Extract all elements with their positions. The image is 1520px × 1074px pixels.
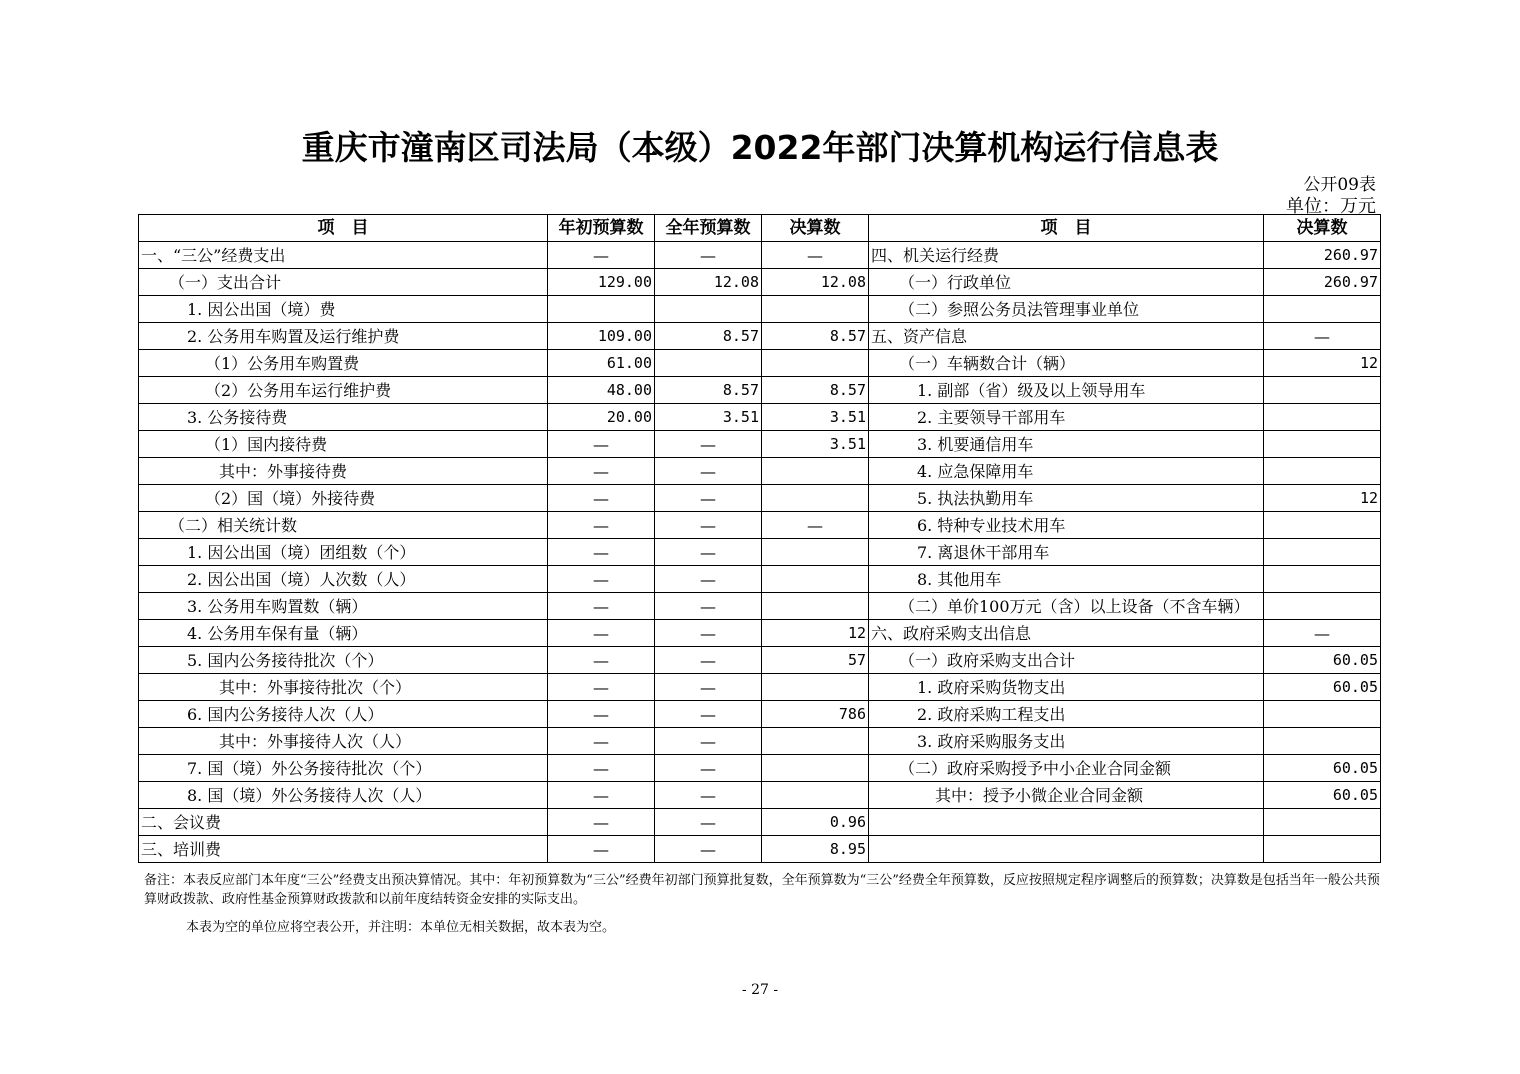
final-right-cell: 60.05 — [1264, 674, 1381, 701]
item-left-cell: 1. 因公出国（境）费 — [139, 296, 548, 323]
budget-full-cell: 3.51 — [655, 404, 762, 431]
final-left-cell — [762, 593, 869, 620]
item-right-cell: （一）行政单位 — [869, 269, 1264, 296]
item-left-cell: （1）公务用车购置费 — [139, 350, 548, 377]
table-row — [139, 269, 1381, 296]
item-left-cell: 3. 公务用车购置数（辆） — [139, 593, 548, 620]
budget-initial-cell: 129.00 — [548, 269, 655, 296]
footnote-empty: 本表为空的单位应将空表公开，并注明：本单位无相关数据，故本表为空。 — [186, 920, 616, 935]
header-item-left: 项 目 — [139, 215, 548, 242]
final-left-cell: 3.51 — [762, 431, 869, 458]
table-row — [139, 809, 1381, 836]
item-left-cell: （1）国内接待费 — [139, 431, 548, 458]
budget-full-cell: — — [655, 674, 762, 701]
budget-full-cell: — — [655, 809, 762, 836]
budget-initial-cell — [548, 296, 655, 323]
final-right-cell: — — [1264, 323, 1381, 350]
final-left-cell — [762, 755, 869, 782]
table-row — [139, 458, 1381, 485]
budget-initial-cell: 109.00 — [548, 323, 655, 350]
budget-full-cell: — — [655, 836, 762, 863]
item-right-cell: 其中：授予小微企业合同金额 — [869, 782, 1264, 809]
final-left-cell: 12 — [762, 620, 869, 647]
final-left-cell — [762, 296, 869, 323]
table-row — [139, 404, 1381, 431]
table-row — [139, 377, 1381, 404]
budget-full-cell: — — [655, 242, 762, 269]
item-right-cell: 7. 离退休干部用车 — [869, 539, 1264, 566]
item-right-cell: 4. 应急保障用车 — [869, 458, 1264, 485]
item-right-cell: 四、机关运行经费 — [869, 242, 1264, 269]
table-row — [139, 296, 1381, 323]
table-header-row — [139, 215, 1381, 242]
final-right-cell — [1264, 836, 1381, 863]
item-left-cell: 4. 公务用车保有量（辆） — [139, 620, 548, 647]
item-left-cell: 2. 因公出国（境）人次数（人） — [139, 566, 548, 593]
header-item-right: 项 目 — [869, 215, 1264, 242]
final-left-cell — [762, 458, 869, 485]
table-row — [139, 836, 1381, 863]
budget-full-cell — [655, 296, 762, 323]
budget-full-cell: — — [655, 539, 762, 566]
final-right-cell — [1264, 377, 1381, 404]
final-right-cell: 12 — [1264, 485, 1381, 512]
budget-initial-cell: — — [548, 809, 655, 836]
item-left-cell: 8. 国（境）外公务接待人次（人） — [139, 782, 548, 809]
budget-full-cell: — — [655, 701, 762, 728]
item-right-cell: 2. 政府采购工程支出 — [869, 701, 1264, 728]
budget-full-cell: — — [655, 755, 762, 782]
final-right-cell: 60.05 — [1264, 755, 1381, 782]
page-number: - 27 - — [741, 982, 779, 998]
footnote: 备注：本表反应部门本年度“三公”经费支出预决算情况。其中：年初预算数为“三公”经费年初部门预算批复数，全年预算数为“三公”经费全年预算数，反应按照规定程序调整后的预算数；决算数是包括当年一般公共预算财政拨款、政府性基金预算财政拨款和以前年度结转资金安排的实际支出。 — [144, 873, 1380, 907]
budget-initial-cell: — — [548, 701, 655, 728]
budget-full-cell: — — [655, 458, 762, 485]
final-right-cell: 260.97 — [1264, 242, 1381, 269]
budget-initial-cell: — — [548, 512, 655, 539]
item-left-cell: 二、会议费 — [139, 809, 548, 836]
table-row — [139, 566, 1381, 593]
budget-initial-cell: — — [548, 674, 655, 701]
item-right-cell: 8. 其他用车 — [869, 566, 1264, 593]
final-right-cell — [1264, 566, 1381, 593]
table-row — [139, 782, 1381, 809]
final-left-cell: 0.96 — [762, 809, 869, 836]
budget-full-cell: 8.57 — [655, 377, 762, 404]
budget-initial-cell: — — [548, 728, 655, 755]
item-right-cell: 六、政府采购支出信息 — [869, 620, 1264, 647]
item-left-cell: 3. 公务接待费 — [139, 404, 548, 431]
header-final-right: 决算数 — [1264, 215, 1381, 242]
table-row — [139, 620, 1381, 647]
item-left-cell: （二）相关统计数 — [139, 512, 548, 539]
table-row — [139, 350, 1381, 377]
final-left-cell: 786 — [762, 701, 869, 728]
budget-initial-cell: 61.00 — [548, 350, 655, 377]
item-left-cell: 7. 国（境）外公务接待批次（个） — [139, 755, 548, 782]
table-row — [139, 539, 1381, 566]
final-left-cell: 57 — [762, 647, 869, 674]
final-left-cell — [762, 782, 869, 809]
item-right-cell: （二）参照公务员法管理事业单位 — [869, 296, 1264, 323]
final-left-cell — [762, 485, 869, 512]
final-right-cell — [1264, 701, 1381, 728]
final-left-cell: 3.51 — [762, 404, 869, 431]
final-right-cell — [1264, 512, 1381, 539]
budget-initial-cell: — — [548, 620, 655, 647]
item-right-cell: （一）车辆数合计（辆） — [869, 350, 1264, 377]
budget-full-cell: — — [655, 512, 762, 539]
final-left-cell: 8.57 — [762, 377, 869, 404]
table-code: 公开09表 — [1303, 175, 1376, 195]
final-left-cell: — — [762, 512, 869, 539]
budget-initial-cell: — — [548, 458, 655, 485]
item-left-cell: （2）公务用车运行维护费 — [139, 377, 548, 404]
final-left-cell — [762, 728, 869, 755]
final-right-cell — [1264, 404, 1381, 431]
item-left-cell: 其中：外事接待批次（个） — [139, 674, 548, 701]
budget-full-cell: — — [655, 728, 762, 755]
table-row — [139, 755, 1381, 782]
page-title: 重庆市潼南区司法局（本级）2022年部门决算机构运行信息表 — [301, 128, 1219, 167]
table-row — [139, 701, 1381, 728]
table-row — [139, 512, 1381, 539]
final-right-cell — [1264, 809, 1381, 836]
budget-full-cell: — — [655, 566, 762, 593]
item-left-cell: 5. 国内公务接待批次（个） — [139, 647, 548, 674]
final-left-cell — [762, 566, 869, 593]
final-left-cell — [762, 674, 869, 701]
budget-full-cell: — — [655, 593, 762, 620]
final-left-cell — [762, 350, 869, 377]
item-left-cell: 其中：外事接待费 — [139, 458, 548, 485]
final-right-cell — [1264, 458, 1381, 485]
budget-initial-cell: — — [548, 539, 655, 566]
budget-initial-cell: — — [548, 755, 655, 782]
item-left-cell: 2. 公务用车购置及运行维护费 — [139, 323, 548, 350]
table-row — [139, 728, 1381, 755]
item-right-cell: 五、资产信息 — [869, 323, 1264, 350]
final-right-cell: 260.97 — [1264, 269, 1381, 296]
final-right-cell: 12 — [1264, 350, 1381, 377]
unit-label: 单位：万元 — [1286, 196, 1376, 217]
table-row — [139, 485, 1381, 512]
budget-initial-cell: 48.00 — [548, 377, 655, 404]
final-right-cell — [1264, 593, 1381, 620]
budget-initial-cell: — — [548, 836, 655, 863]
budget-full-cell: — — [655, 620, 762, 647]
budget-full-cell: — — [655, 647, 762, 674]
final-right-cell — [1264, 296, 1381, 323]
final-right-cell — [1264, 728, 1381, 755]
budget-full-cell: — — [655, 782, 762, 809]
item-left-cell: 其中：外事接待人次（人） — [139, 728, 548, 755]
budget-initial-cell: 20.00 — [548, 404, 655, 431]
header-final-left: 决算数 — [762, 215, 869, 242]
item-right-cell — [869, 836, 1264, 863]
final-left-cell: — — [762, 242, 869, 269]
final-left-cell: 8.95 — [762, 836, 869, 863]
final-left-cell: 8.57 — [762, 323, 869, 350]
table-row — [139, 647, 1381, 674]
item-left-cell: （一）支出合计 — [139, 269, 548, 296]
table-row — [139, 323, 1381, 350]
item-right-cell — [869, 809, 1264, 836]
final-left-cell — [762, 539, 869, 566]
table-row — [139, 593, 1381, 620]
item-right-cell: 1. 副部（省）级及以上领导用车 — [869, 377, 1264, 404]
table-row — [139, 674, 1381, 701]
item-left-cell: 6. 国内公务接待人次（人） — [139, 701, 548, 728]
table-row — [139, 242, 1381, 269]
final-right-cell: — — [1264, 620, 1381, 647]
budget-full-cell: — — [655, 431, 762, 458]
budget-full-cell: — — [655, 485, 762, 512]
item-left-cell: 1. 因公出国（境）团组数（个） — [139, 539, 548, 566]
budget-full-cell — [655, 350, 762, 377]
item-right-cell: （一）政府采购支出合计 — [869, 647, 1264, 674]
header-budget-initial: 年初预算数 — [548, 215, 655, 242]
budget-full-cell: 12.08 — [655, 269, 762, 296]
budget-initial-cell: — — [548, 485, 655, 512]
item-left-cell: 一、“三公”经费支出 — [139, 242, 548, 269]
budget-initial-cell: — — [548, 431, 655, 458]
item-right-cell: 1. 政府采购货物支出 — [869, 674, 1264, 701]
item-right-cell: （二）政府采购授予中小企业合同金额 — [869, 755, 1264, 782]
final-right-cell: 60.05 — [1264, 782, 1381, 809]
item-right-cell: （二）单价100万元（含）以上设备（不含车辆） — [869, 593, 1264, 620]
budget-initial-cell: — — [548, 647, 655, 674]
item-right-cell: 3. 政府采购服务支出 — [869, 728, 1264, 755]
budget-initial-cell: — — [548, 593, 655, 620]
item-right-cell: 6. 特种专业技术用车 — [869, 512, 1264, 539]
info-table — [138, 214, 1381, 863]
final-right-cell — [1264, 431, 1381, 458]
item-right-cell: 3. 机要通信用车 — [869, 431, 1264, 458]
header-budget-full: 全年预算数 — [655, 215, 762, 242]
final-right-cell — [1264, 539, 1381, 566]
budget-initial-cell: — — [548, 782, 655, 809]
table-row — [139, 431, 1381, 458]
item-left-cell: 三、培训费 — [139, 836, 548, 863]
item-right-cell: 5. 执法执勤用车 — [869, 485, 1264, 512]
budget-full-cell: 8.57 — [655, 323, 762, 350]
budget-initial-cell: — — [548, 242, 655, 269]
final-left-cell: 12.08 — [762, 269, 869, 296]
budget-initial-cell: — — [548, 566, 655, 593]
item-left-cell: （2）国（境）外接待费 — [139, 485, 548, 512]
item-right-cell: 2. 主要领导干部用车 — [869, 404, 1264, 431]
final-right-cell: 60.05 — [1264, 647, 1381, 674]
